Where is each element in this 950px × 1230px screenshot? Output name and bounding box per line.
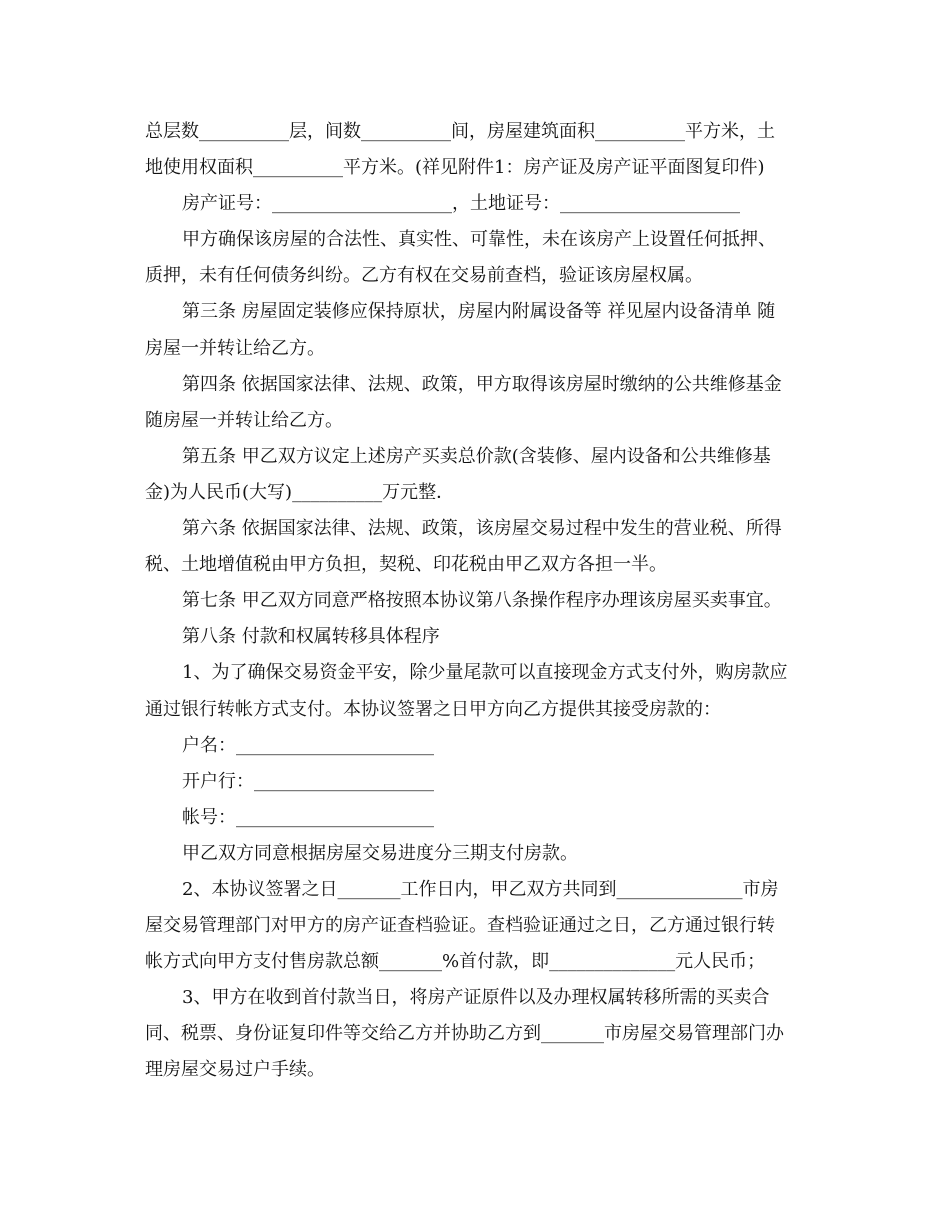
text-line: 第八条 付款和权属转移具体程序 — [182, 626, 440, 648]
text-line: 1、为了确保交易资金平安，除少量尾款可以直接现金方式支付外，购房款应 — [182, 662, 788, 684]
document-body — [145, 114, 815, 1089]
text-line: 户名：______________________ — [182, 734, 434, 756]
text-line: 屋交易管理部门对甲方的房产证查档验证。查档验证通过之日，乙方通过银行转 — [145, 915, 775, 937]
text-line: 甲方确保该房屋的合法性、真实性、可靠性，未在该房产上设置任何抵押、 — [182, 229, 776, 251]
text-line: 通过银行转帐方式支付。本协议签署之日甲方向乙方提供其接受房款的： — [145, 698, 721, 720]
text-line: 同、税票、身份证复印件等交给乙方并协助乙方到_______市房屋交易管理部门办 — [145, 1023, 784, 1045]
text-line: 开户行：____________________ — [182, 770, 434, 792]
text-line: 房产证号：____________________，土地证号：____________________ — [182, 193, 740, 215]
text-line: 第四条 依据国家法律、法规、政策，甲方取得该房屋时缴纳的公共维修基金 — [182, 373, 782, 395]
text-line: 第三条 房屋固定装修应保持原状，房屋内附属设备等 祥见屋内设备清单 随 — [182, 301, 776, 323]
text-line: 理房屋交易过户手续。 — [145, 1059, 325, 1081]
text-line: 随房屋一并转让给乙方。 — [145, 409, 343, 431]
text-line: 房屋一并转让给乙方。 — [145, 337, 325, 359]
text-line: 质押，未有任何债务纠纷。乙方有权在交易前查档，验证该房屋权属。 — [145, 265, 703, 287]
text-line: 第六条 依据国家法律、法规、政策，该房屋交易过程中发生的营业税、所得 — [182, 518, 782, 540]
text-line: 总层数__________层，间数__________间，房屋建筑面积__________平方米，土 — [145, 121, 775, 142]
text-line: 金)为人民币(大写)__________万元整． — [145, 481, 455, 503]
text-line: 地使用权面积__________平方米。(祥见附件1：房产证及房产证平面图复印件) — [145, 157, 765, 179]
text-line: 甲乙双方同意根据房屋交易进度分三期支付房款。 — [182, 842, 578, 864]
text-line: 帐号：______________________ — [182, 806, 434, 828]
text-line: 帐方式向甲方支付售房款总额_______%首付款，即______________元人民币； — [145, 951, 766, 973]
text-line: 3、甲方在收到首付款当日，将房产证原件以及办理权属转移所需的买卖合 — [182, 987, 770, 1009]
text-line: 第七条 甲乙双方同意严格按照本协议第八条操作程序办理该房屋买卖事宜。 — [182, 590, 782, 612]
text-line: 2、本协议签署之日_______工作日内，甲乙双方共同到______________市房 — [182, 878, 779, 900]
text-line: 第五条 甲乙双方议定上述房产买卖总价款(含装修、屋内设备和公共维修基 — [182, 445, 771, 467]
text-line: 税、土地增值税由甲方负担，契税、印花税由甲乙双方各担一半。 — [145, 554, 667, 576]
